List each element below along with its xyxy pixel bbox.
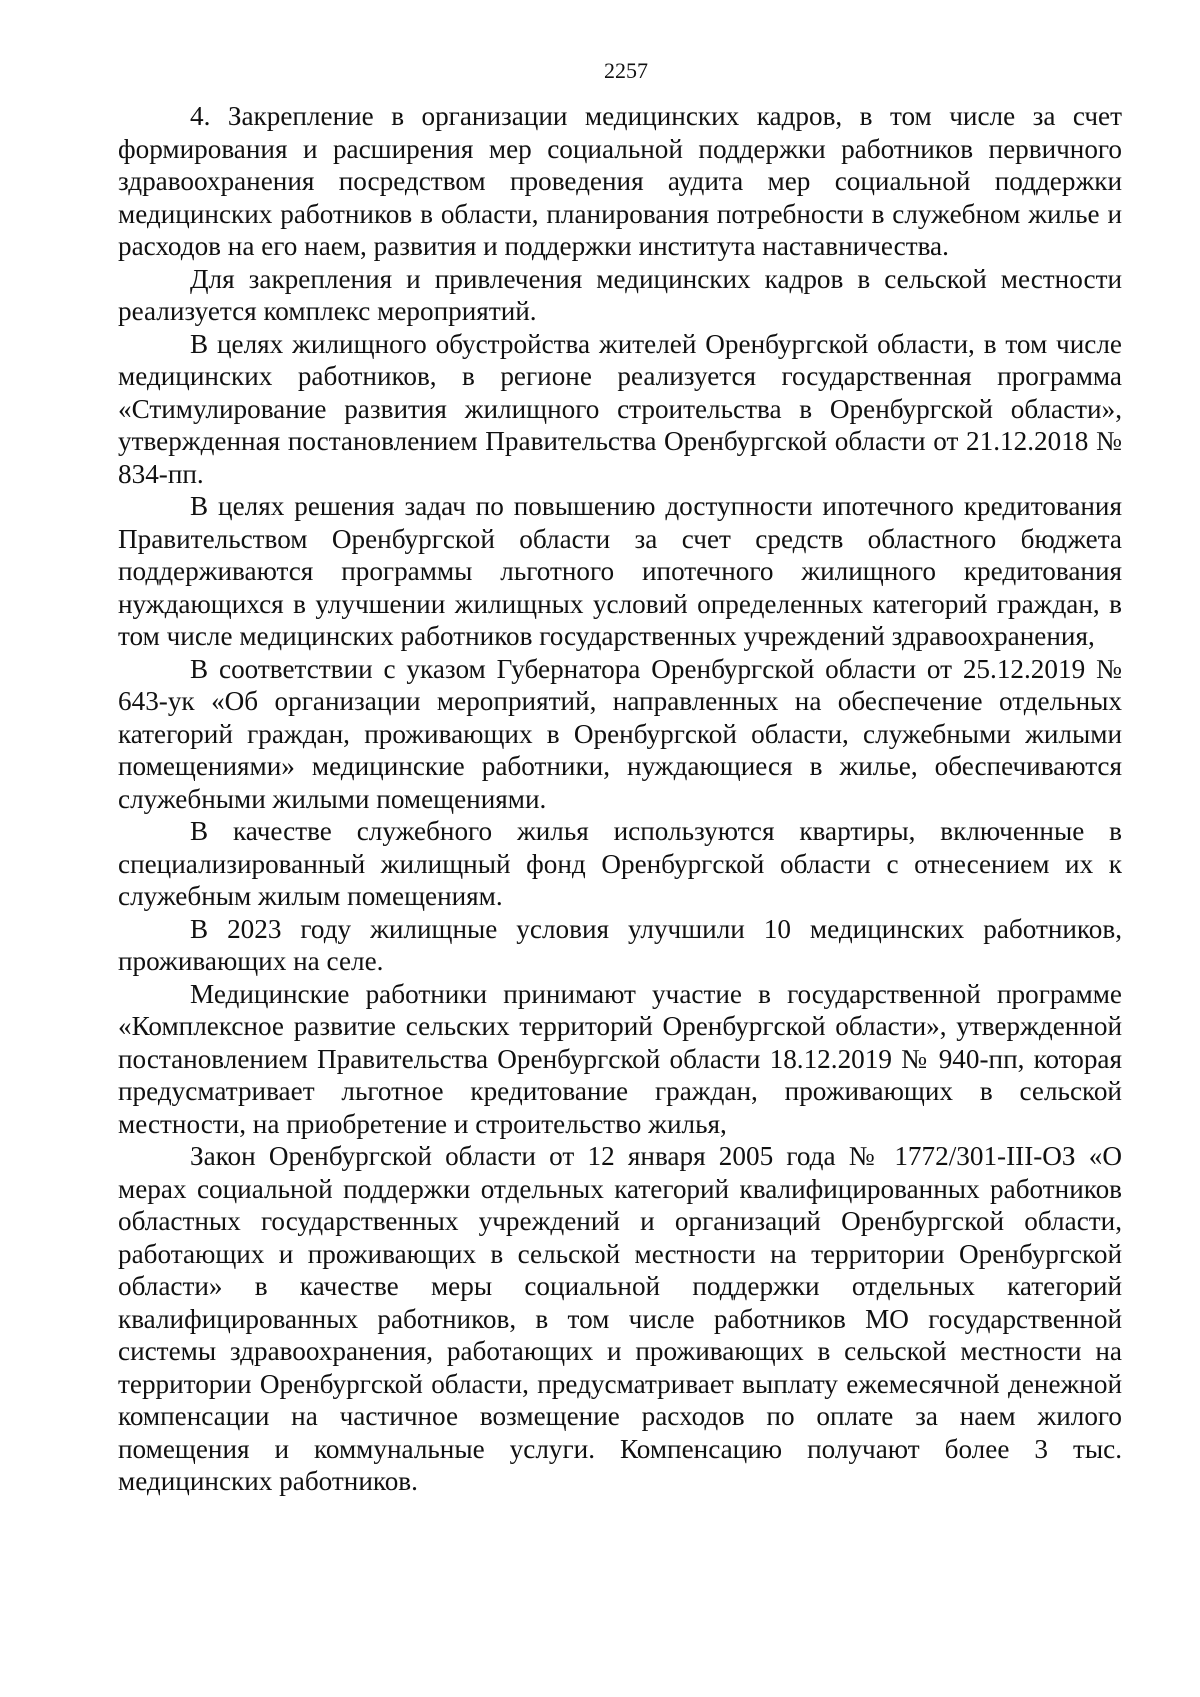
document-page [118, 56, 1122, 1498]
paragraph-mortgage-lending: В целях решения задач по повышению доступности ипотечного кредитования Правительством Оренбургской области за счет средств областного бюджета поддерживаются программы льготного ипотечного жилищного кредитования нуждающихся в улучшении жилищных условий определенных категорий граждан, в том числе медицинских работников государственных учреждений здравоохранения, [118, 491, 1122, 651]
paragraph-2023-results: В 2023 году жилищные условия улучшили 10 медицинских работников, проживающих на селе. [118, 913, 1122, 976]
paragraph-staff-retention: 4. Закрепление в организации медицинских кадров, в том числе за счет формирования и расширения мер социальной поддержки работников первичного здравоохранения посредством проведения аудита мер социальной поддержки медицинских работников в области, планирования потребности в служебном жилье и расходов на его наем, развития и поддержки института наставничества. [118, 101, 1122, 261]
paragraph-rural-development: Медицинские работники принимают участие в государственной программе «Комплексное развитие сельских территорий Оренбургской области», утвержденной постановлением Правительства Оренбургской области 18.12.2019 № 940-пп, которая предусматривает льготное кредитование граждан, проживающих в сельской местности, на приобретение и строительство жилья, [118, 978, 1122, 1139]
paragraph-governor-decree: В соответствии с указом Губернатора Оренбургской области от 25.12.2019 № 643-ук «Об организации мероприятий, направленных на обеспечение отдельных категорий граждан, проживающих в Оренбургской области, служебными жилыми помещениями» медицинские работники, нуждающиеся в жилье, обеспечиваются служебными жилыми помещениями. [118, 653, 1122, 814]
paragraph-regional-law: Закон Оренбургской области от 12 января 2005 года № 1772/301-III-ОЗ «О мерах социальной поддержки отдельных категорий квалифицированных работников областных государственных учреждений и организаций Оренбургской области, работающих и проживающих в сельской местности на территории Оренбургской области» в качестве меры социальной поддержки отдельных категорий квалифицированных работников, в том числе работников МО государственной системы здравоохранения, работающих и проживающих в сельской местности на территории Оренбургской области, предусматривает выплату ежемесячной денежной компенсации на частичное возмещение расходов по оплате за наем жилого помещения и коммунальные услуги. Компенсацию получают более 3 тыс. медицинских работников. [118, 1141, 1122, 1496]
paragraph-service-housing: В качестве служебного жилья используются квартиры, включенные в специализированный жилищный фонд Оренбургской области с отнесением их к служебным жилым помещениям. [118, 816, 1122, 911]
paragraph-housing-program: В целях жилищного обустройства жителей Оренбургской области, в том числе медицинских работников, в регионе реализуется государственная программа «Стимулирование развития жилищного строительства в Оренбургской области», утвержденная постановлением Правительства Оренбургской области от 21.12.2018 № 834-пп. [118, 328, 1122, 489]
paragraph-rural-measures: Для закрепления и привлечения медицинских кадров в сельской местности реализуется комплекс мероприятий. [118, 263, 1122, 326]
page-number: 2257 [604, 58, 648, 83]
